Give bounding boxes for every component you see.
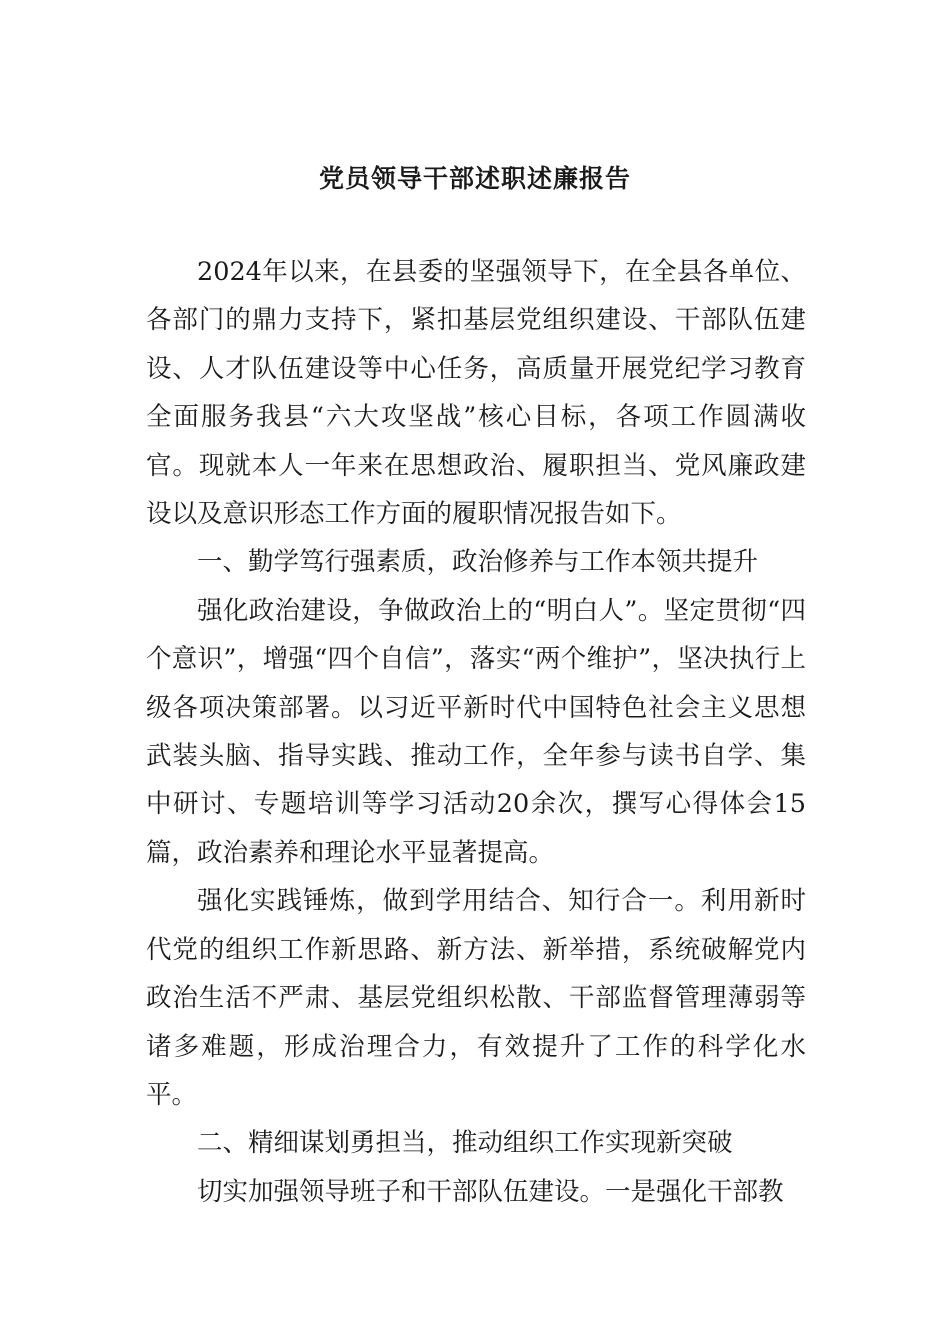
section-heading-2: 二、精细谋划勇担当，推动组织工作实现新突破 xyxy=(197,1128,733,1159)
paragraph-team-building: 切实加强领导班子和干部队伍建设。一是强化干部教 xyxy=(197,1176,784,1207)
document-title: 党员领导干部述职述廉报告 xyxy=(318,164,631,193)
paragraph-intro: 2024年以来，在县委的坚强领导下，在全县各单位、各部门的鼎力支持下，紧扣基层党组织建设、干部队伍建设、人才队伍建设等中心任务，高质量开展党纪学习教育全面服务我县“六大攻坚战”核心目标，各项工作圆满收官。现就本人一年来在思想政治、履职担当、党风廉政建设以及意识形态工作方面的履职情况报告如下。 xyxy=(146,257,806,530)
section-heading-1: 一、勤学笃行强素质，政治修养与工作本领共提升 xyxy=(197,547,759,578)
document-body xyxy=(146,248,806,1216)
paragraph-political-building: 强化政治建设，争做政治上的“明白人”。坚定贯彻“四个意识”，增强“四个自信”，落实“两个维护”，坚决执行上级各项决策部署。以习近平新时代中国特色社会主义思想武装头脑、指导实践、推动工作，全年参与读书自学、集中研讨、专题培训等学习活动20余次，撰写心得体会15篇，政治素养和理论水平显著提高。 xyxy=(146,595,806,868)
paragraph-practice: 强化实践锤炼，做到学用结合、知行合一。利用新时代党的组织工作新思路、新方法、新举措，系统破解党内政治生活不严肃、基层党组织松散、干部监督管理薄弱等诸多难题，形成治理合力，有效提升了工作的科学化水平。 xyxy=(146,886,806,1110)
